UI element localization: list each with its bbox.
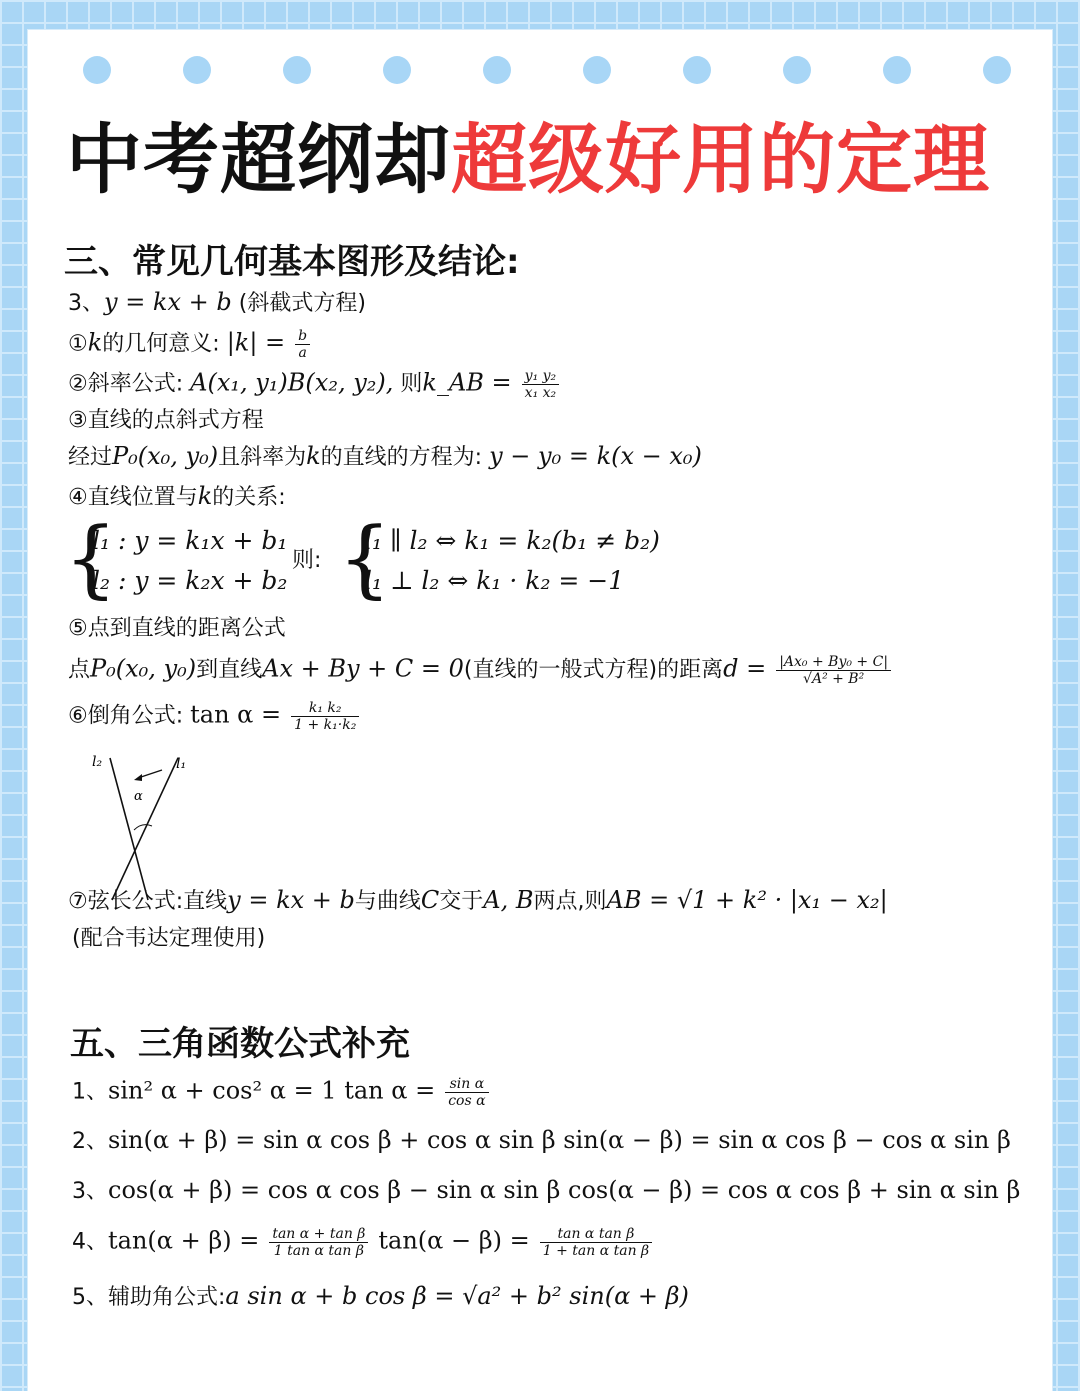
formula-angle — [68, 700, 362, 733]
numerator: k₁ k₂ — [291, 700, 359, 717]
formula-distance — [68, 654, 894, 687]
label-text: 辅助角公式: — [108, 1285, 226, 1310]
label-text: 的关系: — [212, 485, 286, 510]
fraction — [445, 1076, 488, 1109]
label-text: 经过 — [68, 445, 113, 470]
title-red-part: 超级好用的定理 — [451, 115, 990, 204]
math-expression: k_AB = — [422, 368, 512, 397]
binder-holes — [83, 56, 1003, 86]
fraction — [291, 700, 359, 733]
label-text: ②斜率公式: — [68, 371, 184, 397]
point-slope-heading: ③直线的点斜式方程 — [68, 408, 264, 433]
denominator: cos α — [448, 1093, 486, 1110]
denominator: 1 tan α tan β — [273, 1243, 364, 1260]
formula-auxiliary-angle — [72, 1282, 689, 1311]
math-expression: tan(α − β) = — [378, 1226, 530, 1255]
label-text: ⑦弦长公式:直线 — [68, 889, 228, 914]
numerator: tan α tan β — [540, 1226, 652, 1243]
math-expression: y = kx + b — [104, 288, 232, 316]
notebook-card — [28, 30, 1052, 1391]
arrow-head-icon — [134, 774, 142, 781]
label-text: ④直线位置与 — [68, 485, 198, 510]
item-number: 3、 — [68, 291, 104, 316]
math-expression: A, B — [483, 886, 534, 914]
binder-hole — [883, 56, 911, 84]
binder-hole — [983, 56, 1011, 84]
denominator: x₁ x₂ — [524, 385, 557, 402]
label-text: 的直线的方程为: — [320, 445, 483, 470]
formula-identity — [72, 1076, 492, 1109]
denominator: a — [298, 345, 307, 362]
label-text: 到直线 — [196, 657, 263, 683]
binder-hole — [383, 56, 411, 84]
item-number: ① — [68, 331, 88, 357]
formula-cos-sum — [72, 1176, 1020, 1205]
binder-hole — [483, 56, 511, 84]
label-l1: l₁ — [176, 756, 187, 772]
label-text: 与曲线 — [354, 889, 421, 914]
math-expression: y = kx + b — [227, 886, 355, 914]
chord-note: (配合韦达定理使用) — [72, 926, 266, 951]
label-l2: l₂ — [92, 754, 103, 770]
formula-slope-intercept — [68, 288, 366, 317]
formula-k-meaning — [68, 328, 313, 361]
note-text: (斜截式方程) — [238, 291, 366, 316]
denominator: 1 + tan α tan β — [542, 1243, 650, 1260]
label-text: (直线的一般式方程)的距离 — [463, 657, 724, 683]
math-expression: k — [306, 442, 321, 470]
math-expression: |k| = — [226, 328, 286, 357]
binder-hole — [683, 56, 711, 84]
item-number: 2、 — [72, 1129, 108, 1154]
left-brace: { — [338, 509, 392, 607]
fraction — [269, 1226, 368, 1259]
label-text: ⑥倒角公式: — [68, 703, 184, 729]
denominator: 1 + k₁·k₂ — [294, 717, 357, 734]
line-l1 — [112, 758, 178, 900]
fraction — [540, 1226, 652, 1259]
binder-hole — [583, 56, 611, 84]
math-expression: k — [197, 482, 213, 510]
numerator: b — [295, 328, 310, 345]
label-text: 交于 — [439, 889, 484, 914]
math-expression: P₀(x₀, y₀) — [112, 442, 219, 470]
line-position-heading — [68, 482, 286, 511]
section-3-heading: 三、常见几何基本图形及结论: — [64, 242, 520, 282]
label-text: 点 — [68, 657, 91, 683]
item-number: 4、 — [72, 1229, 108, 1255]
distance-heading: ⑤点到直线的距离公式 — [68, 616, 286, 641]
system-equation: l₁ ∥ l₂ ⇔ k₁ = k₂(b₁ ≠ b₂) — [364, 526, 660, 555]
math-expression: tan α = — [190, 700, 282, 729]
title-dark-part: 中考超纲却 — [66, 115, 451, 204]
label-alpha: α — [134, 789, 143, 804]
fraction — [295, 328, 310, 361]
line-l2 — [110, 758, 148, 900]
left-brace: { — [64, 509, 118, 607]
math-expression: sin(α + β) = sin α cos β + cos α sin β sin(α − β) = sin α cos β − cos α sin β — [108, 1126, 1011, 1154]
math-expression: Ax + By + C = 0 — [262, 654, 464, 683]
system-equation: l₂ : y = k₂x + b₂ — [92, 566, 288, 595]
numerator: sin α — [445, 1076, 488, 1093]
binder-hole — [183, 56, 211, 84]
denominator: √A² + B² — [803, 671, 865, 688]
math-expression: A(x₁, y₁)B(x₂, y₂), — [190, 368, 394, 397]
numerator: |Ax₀ + By₀ + C| — [776, 654, 891, 671]
formula-point-slope — [68, 442, 702, 471]
math-expression: C — [420, 886, 440, 914]
math-expression: AB = √1 + k² · |x₁ − x₂| — [606, 886, 888, 914]
system-equation: l₁ ⊥ l₂ ⇔ k₁ · k₂ = −1 — [364, 566, 625, 595]
binder-hole — [83, 56, 111, 84]
item-number: 3、 — [72, 1179, 108, 1204]
numerator: y₁ y₂ — [522, 368, 560, 385]
numerator: tan α + tan β — [269, 1226, 368, 1243]
math-expression: d = — [723, 654, 767, 683]
formula-sin-sum — [72, 1126, 1011, 1155]
math-expression: y − y₀ = k(x − x₀) — [489, 442, 702, 470]
fraction — [522, 368, 560, 401]
math-expression: P₀(x₀, y₀) — [90, 654, 197, 683]
math-expression: a sin α + b cos β = √a² + b² sin(α + β) — [225, 1282, 689, 1310]
binder-hole — [283, 56, 311, 84]
math-expression: k — [87, 328, 103, 357]
formula-slope — [68, 368, 562, 401]
label-text: 两点,则 — [533, 889, 607, 914]
system-equation: l₁ : y = k₁x + b₁ — [92, 526, 288, 555]
math-expression: tan(α + β) = — [108, 1226, 260, 1255]
section-5-heading: 五、三角函数公式补充 — [70, 1024, 410, 1064]
page-title — [66, 115, 990, 204]
formula-tan-sum — [72, 1226, 655, 1259]
fraction — [776, 654, 891, 687]
formula-chord-length — [68, 886, 888, 915]
item-number: 5、 — [72, 1285, 108, 1310]
label-text: 的几何意义: — [102, 331, 220, 357]
label-text: 且斜率为 — [218, 445, 307, 470]
item-number: 1、 — [72, 1079, 108, 1105]
math-expression: sin² α + cos² α = 1 tan α = — [108, 1076, 436, 1105]
angle-arc — [134, 825, 152, 830]
label-text: 则 — [400, 371, 423, 397]
math-expression: cos(α + β) = cos α cos β − sin α sin β cos(α − β) = cos α cos β + sin α sin β — [108, 1176, 1021, 1204]
label-text: 则: — [292, 548, 322, 573]
binder-hole — [783, 56, 811, 84]
